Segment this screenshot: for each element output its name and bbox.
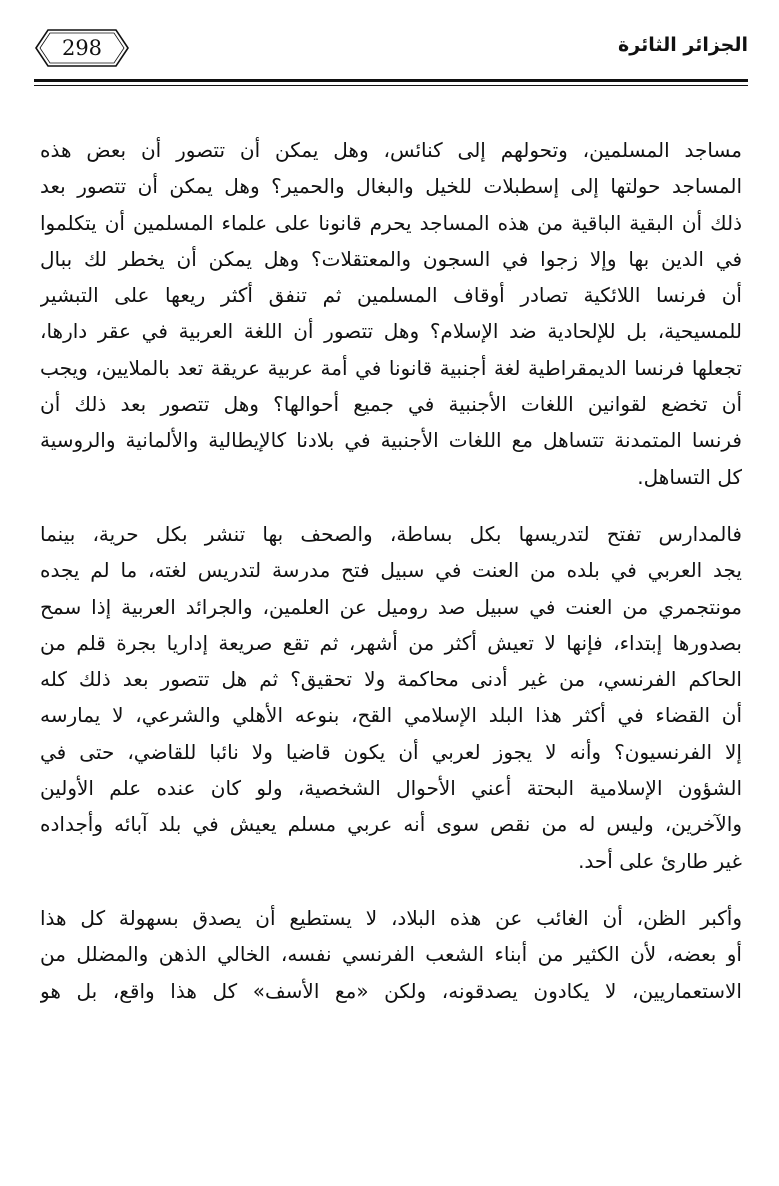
text-line: فالمدارس تفتح لتدريسها بكل بساطة، والصحف بها تنشر بكل حرية، بينما bbox=[40, 521, 742, 546]
header-rule-thin bbox=[34, 85, 748, 86]
text-line: أو بعضه، لأن الكثير من أبناء الشعب الفرنسي نفسه، الخالي الذهن والمضلل من bbox=[40, 942, 742, 967]
book-title: الجزائر الثائرة bbox=[618, 34, 748, 56]
text-line: يجد العربي في بلده من العنت في سبيل فتح مدرسة لتدريس لغته، ما لم يجده bbox=[40, 558, 742, 583]
paragraph bbox=[40, 132, 742, 495]
text-line: الشؤون الإسلامية البحتة أعني الأحوال الشخصية، ولو كان عنده علم الأولين bbox=[40, 776, 742, 801]
text-line: بصدورها إبتداء، فإنها لا تعيش أكثر من أشهر، ثم تقع صريعة إداريا بجرة قلم من bbox=[40, 630, 742, 655]
text-line: إلا الفرنسيون؟ وأنه لا يجوز لعربي أن يكون قاضيا ولا نائبا للقاضي، حتى في bbox=[40, 739, 742, 764]
header-rule-thick bbox=[34, 79, 748, 82]
running-head bbox=[34, 28, 748, 68]
text-line: كل التساهل. bbox=[637, 464, 742, 489]
paragraph-gap bbox=[40, 495, 742, 516]
text-line: والآخرين، وليس له من نقص سوى أنه عربي مسلم يعيش في بلد آبائه وأجداده bbox=[40, 812, 742, 837]
body-text bbox=[40, 132, 742, 1009]
paragraph bbox=[40, 900, 742, 1009]
text-line: في الدين بها وإلا زجوا في السجون والمعتقلات؟ وهل يمكن أن يخطر لك ببال bbox=[40, 246, 742, 271]
text-line: تجعلها فرنسا الديمقراطية لغة أجنبية قانونا في أمة عربية عريقة تعد بالملايين، ويجب bbox=[40, 355, 742, 380]
text-line: أن تخضع لقوانين اللغات الأجنبية في جميع أحوالها؟ وهل تتصور بعد ذلك أن bbox=[40, 392, 742, 417]
text-line: فرنسا المتمدنة تتساهل مع اللغات الأجنبية في بلادنا كالإيطالية والألمانية والروسية bbox=[40, 428, 742, 453]
paragraph bbox=[40, 516, 742, 879]
text-line: مساجد المسلمين، وتحولهم إلى كنائس، وهل يمكن أن تتصور أن بعض هذه bbox=[40, 138, 742, 162]
text-line: أن فرنسا اللائكية تصادر أوقاف المسلمين ثم تنفق أكثر ريعها على التبشير bbox=[40, 283, 742, 308]
text-line: المساجد حولتها إلى إسطبلات للخيل والبغال والحمير؟ وهل يمكن أن تتصور بعد bbox=[40, 174, 742, 199]
text-line: وأكبر الظن، أن الغائب عن هذه البلاد، لا يستطيع أن يصدق بسهولة كل هذا bbox=[40, 905, 742, 930]
text-line: الاستعماريين، لا يكادون يصدقونه، ولكن «مع الأسف» كل هذا واقع، بل هو bbox=[40, 978, 742, 1003]
page-number: 298 bbox=[61, 36, 103, 60]
page-number-tag bbox=[34, 28, 130, 68]
text-line: الحاكم الفرنسي، من غير أدنى محاكمة ولا تحقيق؟ ثم هل تتصور بعد ذلك كله bbox=[40, 667, 742, 692]
text-line: للمسيحية، بل للإلحادية ضد الإسلام؟ وهل تتصور أن اللغة العربية في عقر دارها، bbox=[40, 319, 742, 344]
paragraph-gap bbox=[40, 879, 742, 900]
text-line: مونتجمري من العنت في سبيل صد روميل عن العلمين، والجرائد العربية إذا سمح bbox=[40, 594, 742, 619]
text-line: أن القضاء في أكثر هذا البلد الإسلامي القح، بنوعه الأهلي والشرعي، لا يمارسه bbox=[40, 703, 742, 728]
text-line: ذلك أن البقية الباقية من هذه المساجد يحرم قانونا على علماء المسلمين أن يتكلموا bbox=[40, 210, 742, 235]
text-line: غير طارئ على أحد. bbox=[578, 848, 742, 873]
